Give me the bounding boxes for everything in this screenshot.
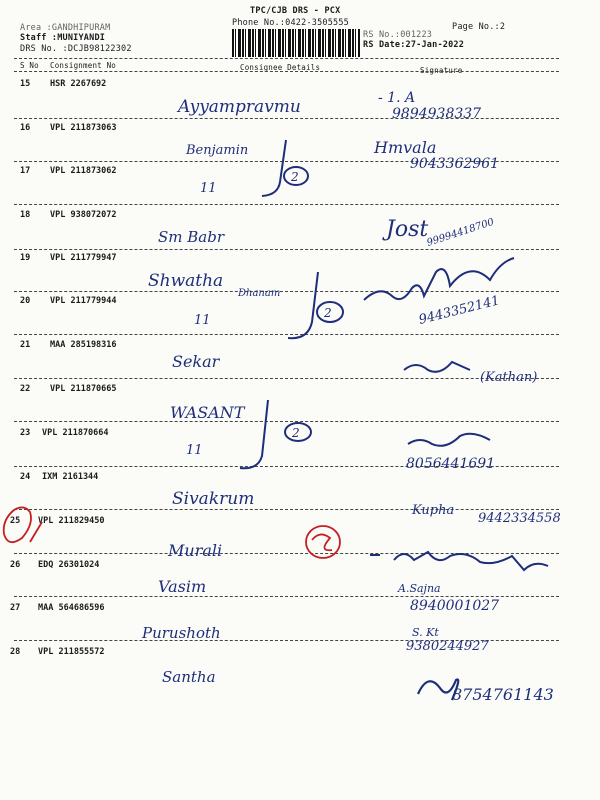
row-27-phone: 9380244927	[406, 639, 489, 654]
area-label: Area :GANDHIPURAM	[20, 23, 111, 33]
row-25-sno: 25	[10, 516, 21, 526]
row-27-consignee-name: Purushoth	[142, 624, 221, 642]
row-25-consignment: VPL 211829450	[38, 516, 105, 526]
row-20-phone: 9443352141	[417, 293, 502, 328]
row-15-consignment: HSR 2267692	[50, 79, 107, 89]
row-18-consignment: VPL 938072072	[50, 210, 117, 220]
row-23-sno: 23	[20, 428, 31, 438]
row-18-signature: Jost	[386, 217, 429, 242]
row-20-consignment: VPL 211779944	[50, 296, 117, 306]
row-23-signature-scribble	[408, 434, 490, 446]
dhanam-note: Dhanam	[238, 288, 281, 299]
row-15-consignee-name: Ayyampravmu	[178, 97, 301, 117]
col-sno: S No	[20, 61, 39, 70]
row-21-consignment: MAA 285198316	[50, 340, 117, 350]
row-16-consignee-name: Benjamin	[186, 143, 249, 158]
rs-date: RS Date:27-Jan-2022	[363, 40, 465, 50]
row-27-sno: 27	[10, 603, 21, 613]
row-26-signature: A.Sajna	[398, 582, 441, 595]
row-19-consignment: VPL 211779947	[50, 253, 117, 263]
rs-number: RS No.:001223	[363, 30, 433, 40]
row-25-consignee-name: Murali	[168, 541, 223, 560]
phone-number: Phone No.:0422-3505555	[232, 18, 349, 28]
circled-2-b: 2	[324, 306, 332, 320]
row-15-phone: 9894938337	[392, 106, 482, 122]
row-21-consignee-name: Sekar	[172, 352, 220, 371]
row-23-consignment: VPL 211870664	[42, 428, 109, 438]
col-consignee: Consignee Details	[240, 63, 321, 72]
row-16-consignment: VPL 211873063	[50, 123, 117, 133]
document-title: TPC/CJB DRS - PCX	[250, 6, 341, 16]
row-25-signature-scribble	[370, 552, 548, 570]
row-15-signature: - 1. A	[378, 90, 416, 106]
col-signature: Signature	[420, 66, 463, 75]
row-26-sno: 26	[10, 560, 21, 570]
row-22-consignee-name: WASANT	[170, 403, 245, 422]
drs-number: DRS No. :DCJB98122302	[20, 44, 132, 54]
row-19-signature-scribble	[364, 258, 514, 300]
row-27-consignment: MAA 564686596	[38, 603, 105, 613]
row-16-phone: 9043362961	[410, 156, 500, 172]
row-17-sno: 17	[20, 166, 31, 176]
row-24-phone: 9442334558	[478, 511, 561, 526]
col-consignment: Consignment No	[50, 61, 117, 70]
row-24-signature: Kupha	[412, 503, 455, 518]
row-28-phone: 8754761143	[452, 685, 554, 704]
row-26-consignment: EDQ 26301024	[38, 560, 100, 570]
row-24-consignment: IXM 2161344	[42, 472, 99, 482]
row-18-consignee-name: Sm Babr	[158, 228, 225, 246]
row-19-consignee-name: Shwatha	[148, 271, 224, 291]
row-15-sno: 15	[20, 79, 31, 89]
circled-2-a: 2	[291, 170, 299, 184]
row-19-sno: 19	[20, 253, 31, 263]
row-18-sno: 18	[20, 210, 31, 220]
row-17-consignment: VPL 211873062	[50, 166, 117, 176]
row-16-signature: Hmvala	[374, 138, 437, 157]
row-26-consignee-name: Vasim	[158, 577, 207, 596]
row-21-sno: 21	[20, 340, 31, 350]
row-26-phone: 8940001027	[410, 598, 500, 614]
row-27-signature: S. Kt	[412, 626, 439, 639]
row-28-consignment: VPL 211855572	[38, 647, 105, 657]
row-23-phone: 8056441691	[406, 456, 496, 472]
row-17-consignee-name: 11	[200, 181, 217, 196]
row-20-consignee-name: 11	[194, 313, 211, 328]
row-22-sno: 22	[20, 384, 31, 394]
row-21-signature-scribble	[404, 362, 470, 372]
staff-label: Staff :MUNIYANDI	[20, 33, 106, 43]
page-number: Page No.:2	[452, 22, 506, 32]
row-20-sno: 20	[20, 296, 31, 306]
row-18-phone: 99994418700	[425, 216, 496, 249]
circled-2-c: 2	[292, 426, 300, 440]
row-24-sno: 24	[20, 472, 31, 482]
row-23-consignee-name: 11	[186, 443, 203, 458]
row-21-signature: (Kathan)	[480, 370, 538, 385]
row-22-consignment: VPL 211870665	[50, 384, 117, 394]
row-16-sno: 16	[20, 123, 31, 133]
row-24-consignee-name: Sivakrum	[172, 489, 255, 509]
row-28-sno: 28	[10, 647, 21, 657]
row-28-consignee-name: Santha	[162, 668, 216, 686]
